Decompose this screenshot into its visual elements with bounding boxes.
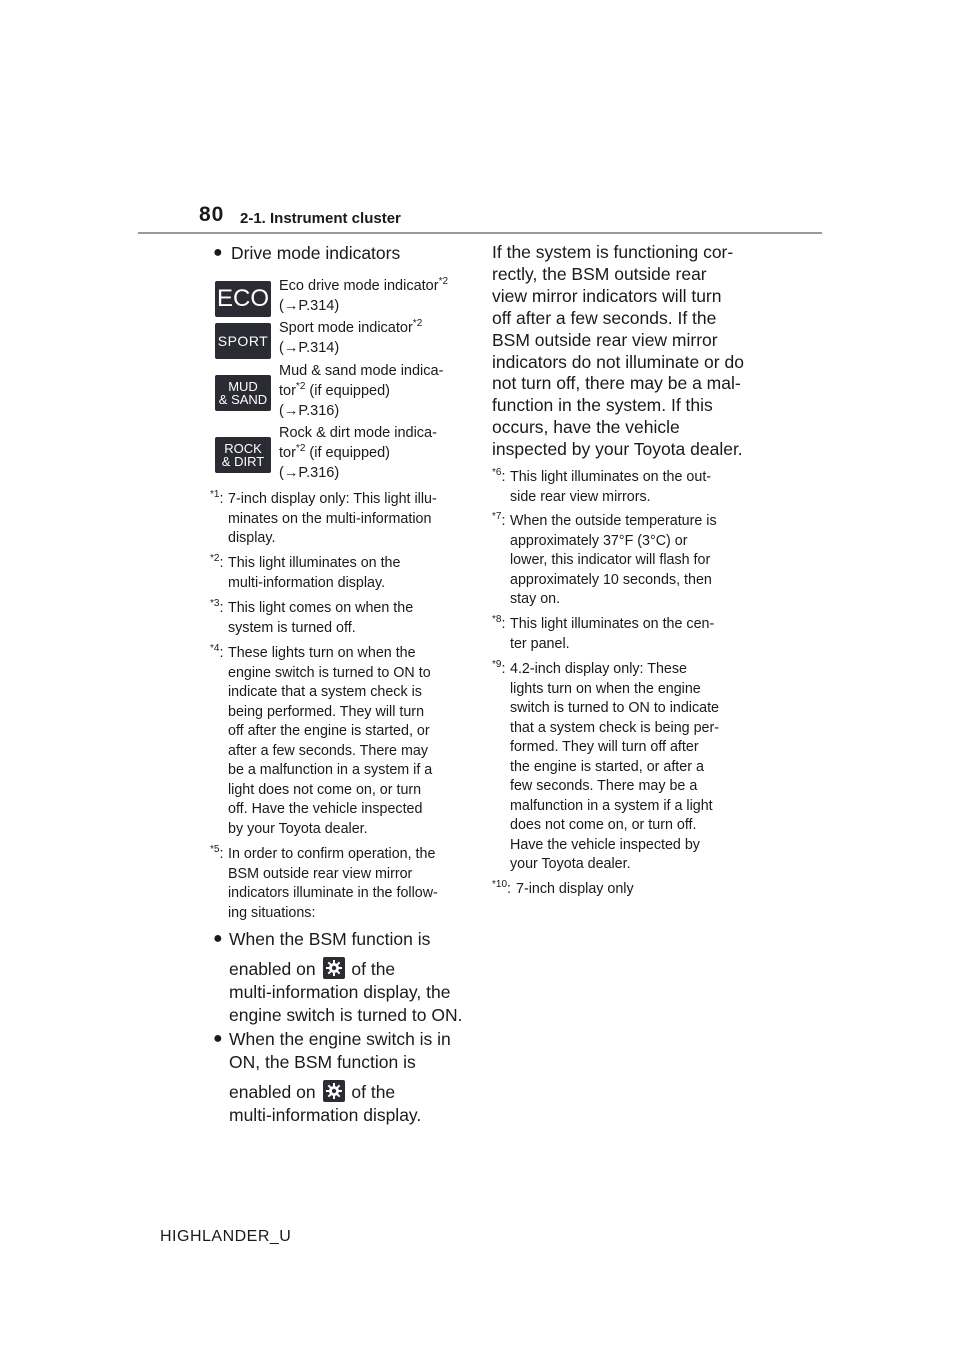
settings-gear-icon [323,1080,345,1102]
footnote-4: $^{*4}$: These lights turn on when the engine switch is turned to ON to indicate that a system check is being performed. They will turn off after the engine is started, or after a few seconds. There may be a malfunction in a system if a light does not come on, or turn off. Have the vehicle inspected by your Toyota dealer. [210,643,433,837]
bullet-icon: ● [213,930,223,947]
page-number: 80 [199,203,225,226]
eco-indicator-text: Eco drive mode indicator$^{*2}$ (→P.314) [279,276,449,314]
footnote-2: $^{*2}$: This light illuminates on the multi-information display. [210,553,401,591]
footnote-6: $^{*6}$: This light illuminates on the out- side rear view mirrors. [492,467,712,505]
eco-mode-icon: ECO [215,281,271,317]
footnote-7: $^{*7}$: When the outside temperature is approximately 37°F (3°C) or lower, this indicator will flash for approximately 10 seconds, then stay on. [492,511,717,607]
footnote-10: $^{*10}$: 7-inch display only [492,879,634,897]
sport-mode-icon: SPORT [215,323,271,359]
mud-sand-indicator-text: Mud & sand mode indica- tor$^{*2}$ (if equipped) (→P.316) [279,363,444,419]
drive-mode-heading: ● Drive mode indicators [213,243,401,263]
sport-indicator-row [215,318,475,362]
bullet-icon: ● [213,244,223,261]
rock-dirt-indicator-text: Rock & dirt mode indica- tor$^{*2}$ (if equipped) (→P.316) [279,425,437,481]
document-footer: HIGHLANDER_U [160,1228,292,1245]
footnote-1: $^{*1}$: 7-inch display only: This light illu- minates on the multi-information display. [210,489,437,546]
header-divider [138,232,822,234]
section-title: 2-1. Instrument cluster [240,210,401,227]
mud-sand-indicator-row [215,361,475,425]
footnote-5: $^{*5}$: In order to confirm operation, the BSM outside rear view mirror indicators illuminate in the follow- ing situations: [210,844,438,921]
settings-gear-icon [323,957,345,979]
footnote-8: $^{*8}$: This light illuminates on the cen- ter panel. [492,614,715,652]
footnote-9: $^{*9}$: 4.2-inch display only: These lights turn on when the engine switch is turned to ON to indicate that a system check is being per- formed. They will turn off after the engine is started, or after a few seconds. There may be a malfunction in a system if a light does not come on, or turn off. Have the vehicle inspected by your Toyota dealer. [492,659,719,872]
footnote-3: $^{*3}$: This light comes on when the system is turned off. [210,598,414,636]
rock-dirt-indicator-row [215,423,475,487]
mud-sand-mode-icon: MUD & SAND [215,375,271,411]
bsm-bullet-2: ● When the engine switch is in ON, the BSM function is enabled on of the multi-information display. [213,1029,451,1125]
rock-dirt-mode-icon: ROCK & DIRT [215,437,271,473]
sport-indicator-text: Sport mode indicator$^{*2}$ (→P.314) [279,318,423,356]
bullet-icon: ● [213,1030,223,1047]
eco-indicator-row [215,276,475,320]
bsm-function-paragraph: If the system is functioning cor- rectly, the BSM outside rear view mirror indicators will turn off after a few seconds. If the BSM outside rear view mirror indicators do not illuminate or do not turn off, there may be a mal- function in the system. If this occurs, have the vehicle inspected by your Toyota dealer. [492,242,744,460]
bsm-bullet-1: ● When the BSM function is enabled on of the multi-information display, the engine switch is turned to ON. [213,929,463,1025]
